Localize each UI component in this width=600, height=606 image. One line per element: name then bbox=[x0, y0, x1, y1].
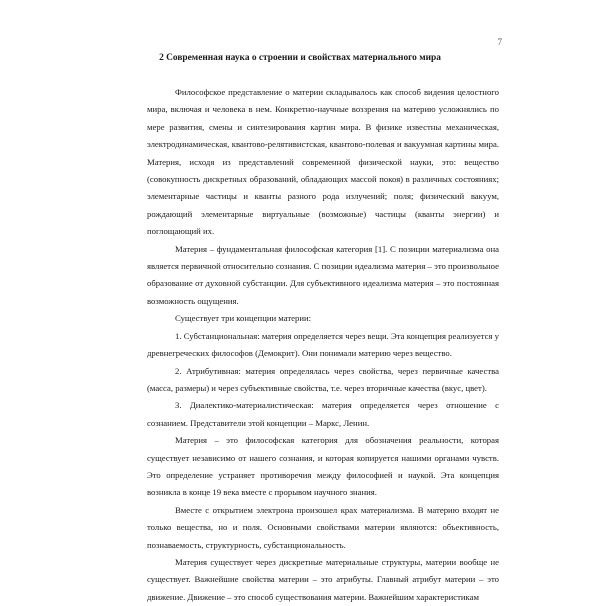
page-number: 7 bbox=[497, 37, 502, 47]
paragraph: 3. Диалектико-материалистическая: материя определяется через отношение с сознанием. Представители этой концепции – Маркс, Ленин. bbox=[147, 400, 499, 428]
paragraph: Материя – это философская категория для обозначения реальности, которая существует независимо от нашего сознания, и которая копируется нашими органами чувств. Это определение устраняет противоречия между философией и наукой. Эта концепция возникла в конце 19 века вместе с прорывом научного знания. bbox=[147, 435, 499, 498]
section-title: 2 Современная наука о строении и свойствах материального мира bbox=[159, 53, 441, 63]
paragraph: Существует три концепции материи: bbox=[175, 313, 312, 324]
paragraph: Вместе с открытием электрона произошел крах материализма. В материю входят не только вещества, но и поля. Основными свойствами материи являются: объективность, познаваемость, структурность, субстанциональность. bbox=[147, 504, 499, 550]
paragraph: Материя существует через дискретные материальные структуры, материи вообще не существует. Важнейшие свойства материи – это атрибуты. Главный атрибут материи – это движение. Движение – это способ существования материи. Важнейшим характеристикам bbox=[147, 556, 499, 602]
paragraph: Философское представление о материи складывалось как способ видения целостного мира, включая и человека в нем. Конкретно-научные воззрения на материю усложнялись по мере развития, смены и синтезирования картин мира. В физике известны механическая, электродинамическая, квантово-релятивистская, квантово-полевая и вакуумная картины мира. Материя, исходя из представлений современной физической науки, это: вещество (совокупность дискретных образований, обладающих массой покоя) в различных состояниях; элементарные частицы и кванты разного рода излучений; поля; физический вакуум, рождающий элементарные виртуальные (возможные) частицы (кванты энергии) и поглощающий их. bbox=[147, 87, 499, 237]
document-body bbox=[147, 84, 499, 606]
paragraph: 2. Атрибутивная: материя определялась через свойства, через первичные качества (масса, размеры) и через субъективные свойства, т.е. через вторичные качества (вкус, цвет). bbox=[147, 365, 499, 393]
paragraph: 1. Субстанциональная: материя определяется через вещи. Эта концепция реализуется у древнегреческих философов (Демокрит). Они понимали материю через вещество. bbox=[147, 330, 499, 359]
paragraph: Материя – фундаментальная философская категория [1]. С позиции материализма она является первичной относительно сознания. С позиции идеализма материя – это произвольное образование от духовной субстанции. Для субъективного идеализма материя – это постоянная возможность ощущения. bbox=[147, 243, 499, 306]
